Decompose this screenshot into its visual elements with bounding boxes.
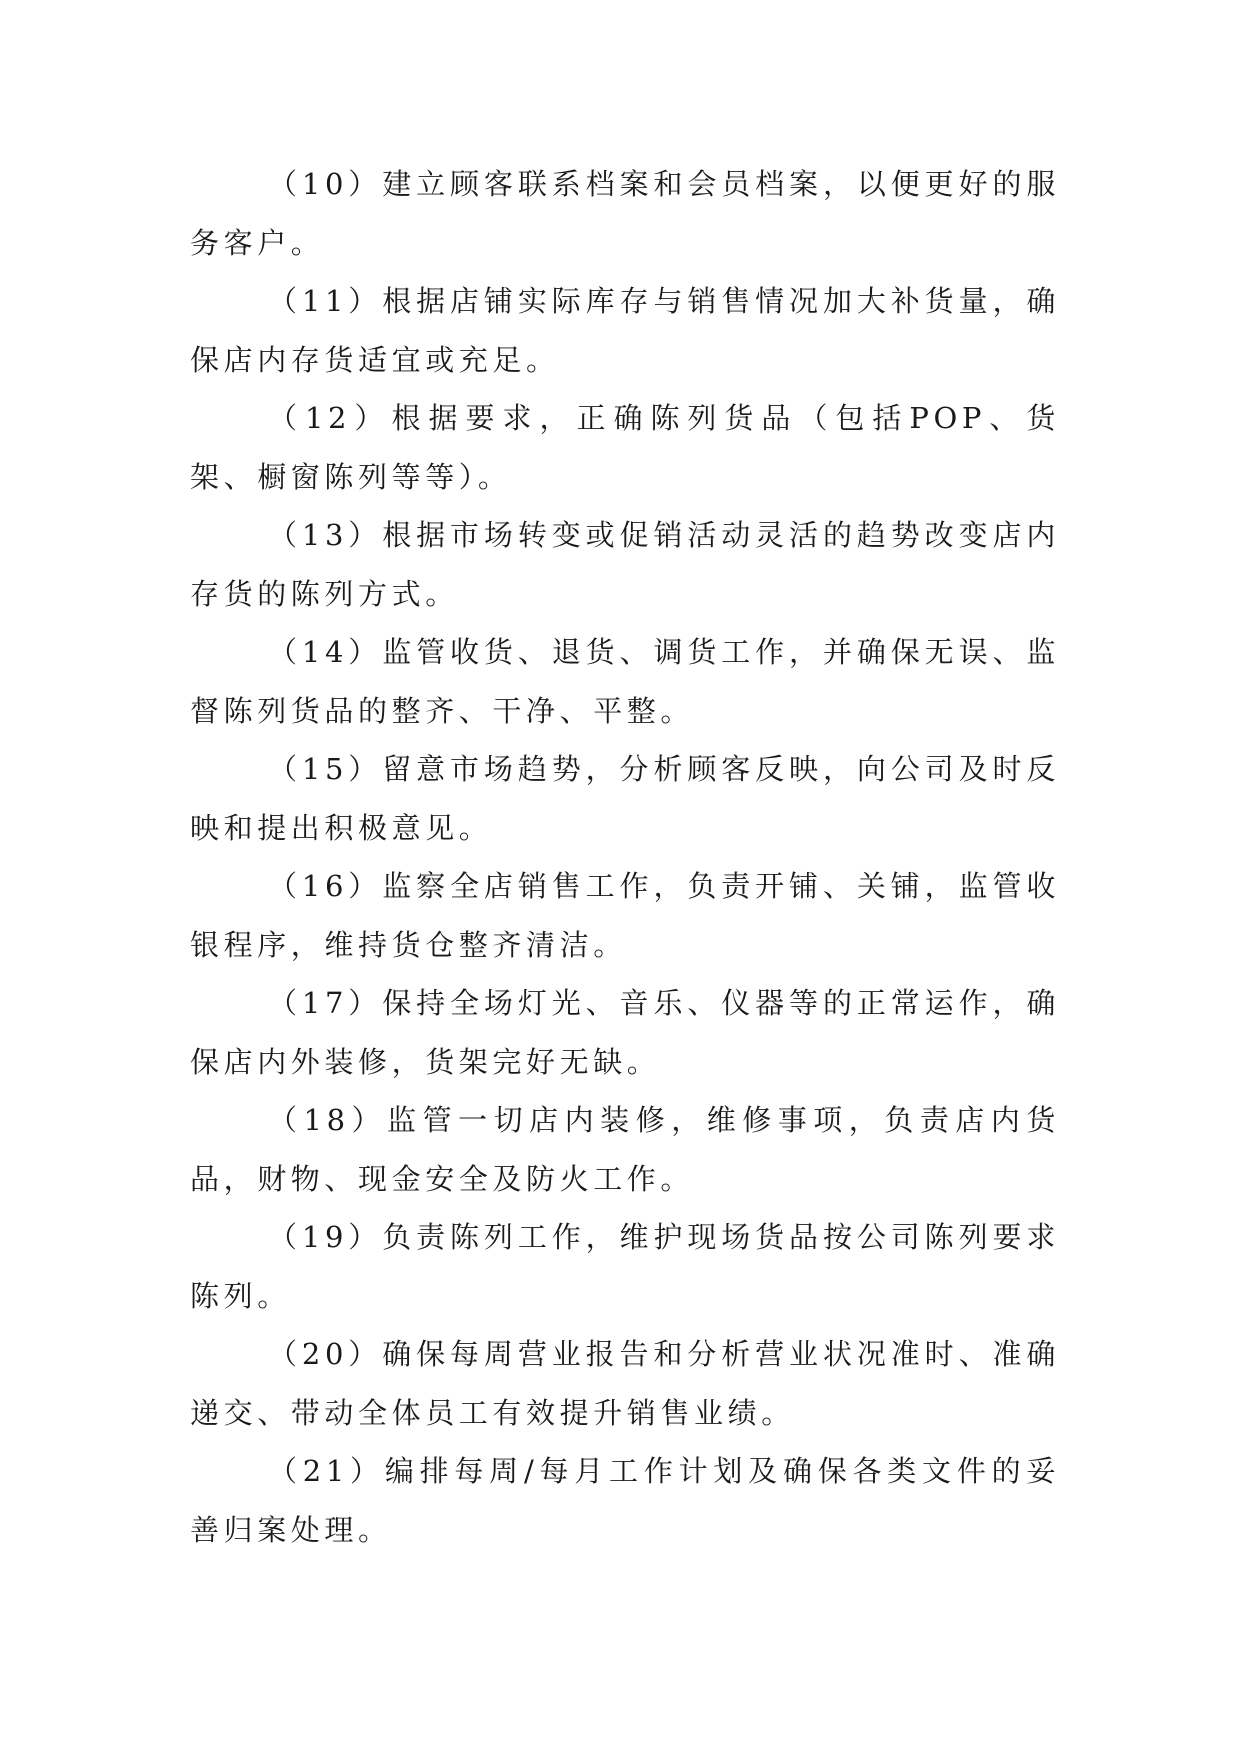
paragraph-15: （15）留意市场趋势，分析顾客反映，向公司及时反映和提出积极意见。 [190, 752, 1060, 845]
document-page [190, 155, 1060, 1559]
paragraph-13: （13）根据市场转变或促销活动灵活的趋势改变店内存货的陈列方式。 [190, 518, 1060, 611]
paragraph-18: （18）监管一切店内装修，维修事项，负责店内货品，财物、现金安全及防火工作。 [190, 1103, 1060, 1196]
paragraph-21: （21）编排每周/每月工作计划及确保各类文件的妥善归案处理。 [190, 1454, 1060, 1547]
paragraph-12: （12）根据要求，正确陈列货品（包括POP、货架、橱窗陈列等等）。 [190, 401, 1060, 494]
paragraph-14: （14）监管收货、退货、调货工作，并确保无误、监督陈列货品的整齐、干净、平整。 [190, 635, 1060, 728]
paragraph-10: （10）建立顾客联系档案和会员档案，以便更好的服务客户。 [190, 167, 1060, 260]
paragraph-20: （20）确保每周营业报告和分析营业状况准时、准确递交、带动全体员工有效提升销售业绩。 [190, 1337, 1060, 1430]
paragraph-17: （17）保持全场灯光、音乐、仪器等的正常运作，确保店内外装修，货架完好无缺。 [190, 986, 1060, 1079]
paragraph-16: （16）监察全店销售工作，负责开铺、关铺，监管收银程序，维持货仓整齐清洁。 [190, 869, 1060, 962]
paragraph-19: （19）负责陈列工作，维护现场货品按公司陈列要求陈列。 [190, 1220, 1060, 1313]
paragraph-11: （11）根据店铺实际库存与销售情况加大补货量，确保店内存货适宜或充足。 [190, 284, 1060, 377]
